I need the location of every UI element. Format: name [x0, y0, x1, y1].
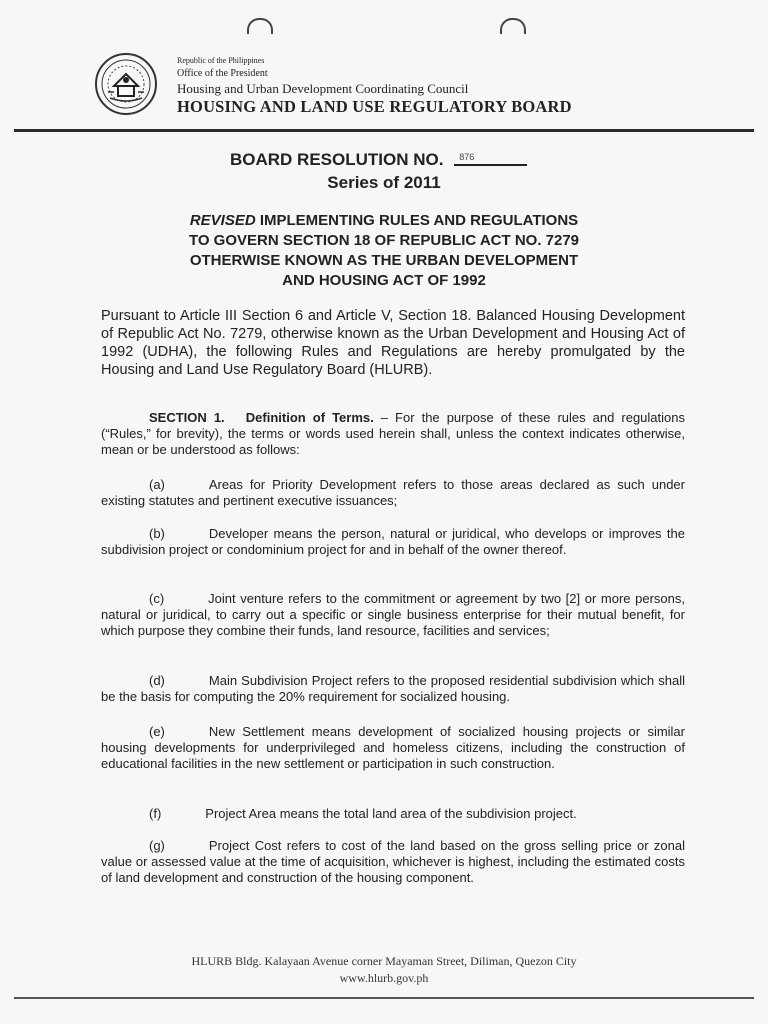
section-1-heading: SECTION 1. — [149, 410, 225, 425]
letterhead-office: Office of the President — [177, 68, 268, 79]
definition-letter: (g) — [149, 838, 165, 853]
title-revised: REVISED — [189, 212, 256, 229]
definition-f — [101, 806, 685, 822]
resolution-series: Series of 2011 — [327, 173, 441, 192]
punch-hole-right — [500, 18, 526, 34]
resolution-number-value: 876 — [454, 150, 527, 166]
definition-text: Areas for Priority Development refers to those areas declared as such under existing statutes and pertinent executive issuances; — [101, 477, 685, 508]
footer-address: HLURB Bldg. Kalayaan Avenue corner Mayaman Street, Diliman, Quezon City — [191, 954, 577, 968]
definition-letter: (c) — [149, 591, 165, 606]
section-1-paragraph — [101, 410, 685, 458]
letterhead-council: Housing and Urban Development Coordinating Council — [177, 81, 469, 96]
resolution-label: BOARD RESOLUTION NO. — [230, 150, 444, 169]
resolution-number — [230, 150, 527, 170]
definition-g — [101, 838, 685, 886]
letterhead-board-name: HOUSING AND LAND USE REGULATORY BOARD — [177, 97, 572, 116]
definition-text: Joint venture refers to the commitment or agreement by two [2] or more persons, natural or juridical, to carry out a specific or single business enterprise for their mutual benefit, for which purpose they combine their funds, land resource, facilities and services; — [101, 591, 685, 638]
definition-letter: (d) — [149, 673, 165, 688]
header-rule — [14, 129, 754, 132]
title-line-3: OTHERWISE KNOWN AS THE URBAN DEVELOPMENT — [189, 252, 579, 269]
letterhead-republic: Republic of the Philippines — [177, 56, 265, 65]
definition-e — [101, 724, 685, 772]
definition-text: New Settlement means development of socialized housing projects or similar housing developments for underprivileged and homeless citizens, including the construction of educational facilities in the new settlement or participation in such construction. — [101, 724, 685, 771]
definition-b — [101, 526, 685, 558]
definition-letter: (a) — [149, 477, 165, 492]
definition-text: Project Cost refers to cost of the land based on the gross selling price or zonal value or assessed value at the time of acquisition, whichever is highest, including the estimated costs of land development and construction of the housing component. — [101, 838, 685, 885]
definition-c — [101, 591, 685, 639]
definition-letter: (b) — [149, 526, 165, 541]
title-line-2: TO GOVERN SECTION 18 OF REPUBLIC ACT NO. 7279 — [188, 232, 580, 249]
definition-letter: (e) — [149, 724, 165, 739]
footer — [0, 953, 768, 987]
hlurb-seal-icon — [94, 52, 158, 116]
definition-d — [101, 673, 685, 705]
title-line-1 — [100, 211, 668, 231]
title-line-1-rest: IMPLEMENTING RULES AND REGULATIONS — [255, 212, 579, 229]
section-1-text: – For the purpose of these rules and regulations (“Rules,” for brevity), the terms or words used herein shall, unless the context indicates otherwise, mean or be understood as follows: — [101, 410, 685, 457]
definition-text: Project Area means the total land area of the subdivision project. — [205, 806, 577, 821]
section-1-title: Definition of Terms. — [245, 410, 374, 425]
footer-website: www.hlurb.gov.ph — [339, 971, 429, 985]
title-line-4: AND HOUSING ACT OF 1992 — [282, 272, 486, 289]
letterhead — [177, 55, 572, 117]
footer-rule — [14, 997, 754, 999]
punch-hole-left — [247, 18, 273, 34]
definition-letter: (f) — [149, 806, 162, 821]
definition-text: Main Subdivision Project refers to the proposed residential subdivision which shall be the basis for computing the 20% requirement for socialized housing. — [101, 673, 685, 704]
definition-text: Developer means the person, natural or juridical, who develops or improves the subdivision project or condominium project for and in behalf of the owner thereof. — [101, 526, 685, 557]
definition-a — [101, 477, 685, 509]
document-title — [100, 211, 668, 291]
intro-paragraph: Pursuant to Article III Section 6 and Article V, Section 18. Balanced Housing Development of Republic Act No. 7279, otherwise known as the Urban Development and Housing Act of 1992 (UDHA), the following Rules and Regulations are hereby promulgated by the Housing and Land Use Regulatory Board (HLURB). — [101, 308, 685, 378]
